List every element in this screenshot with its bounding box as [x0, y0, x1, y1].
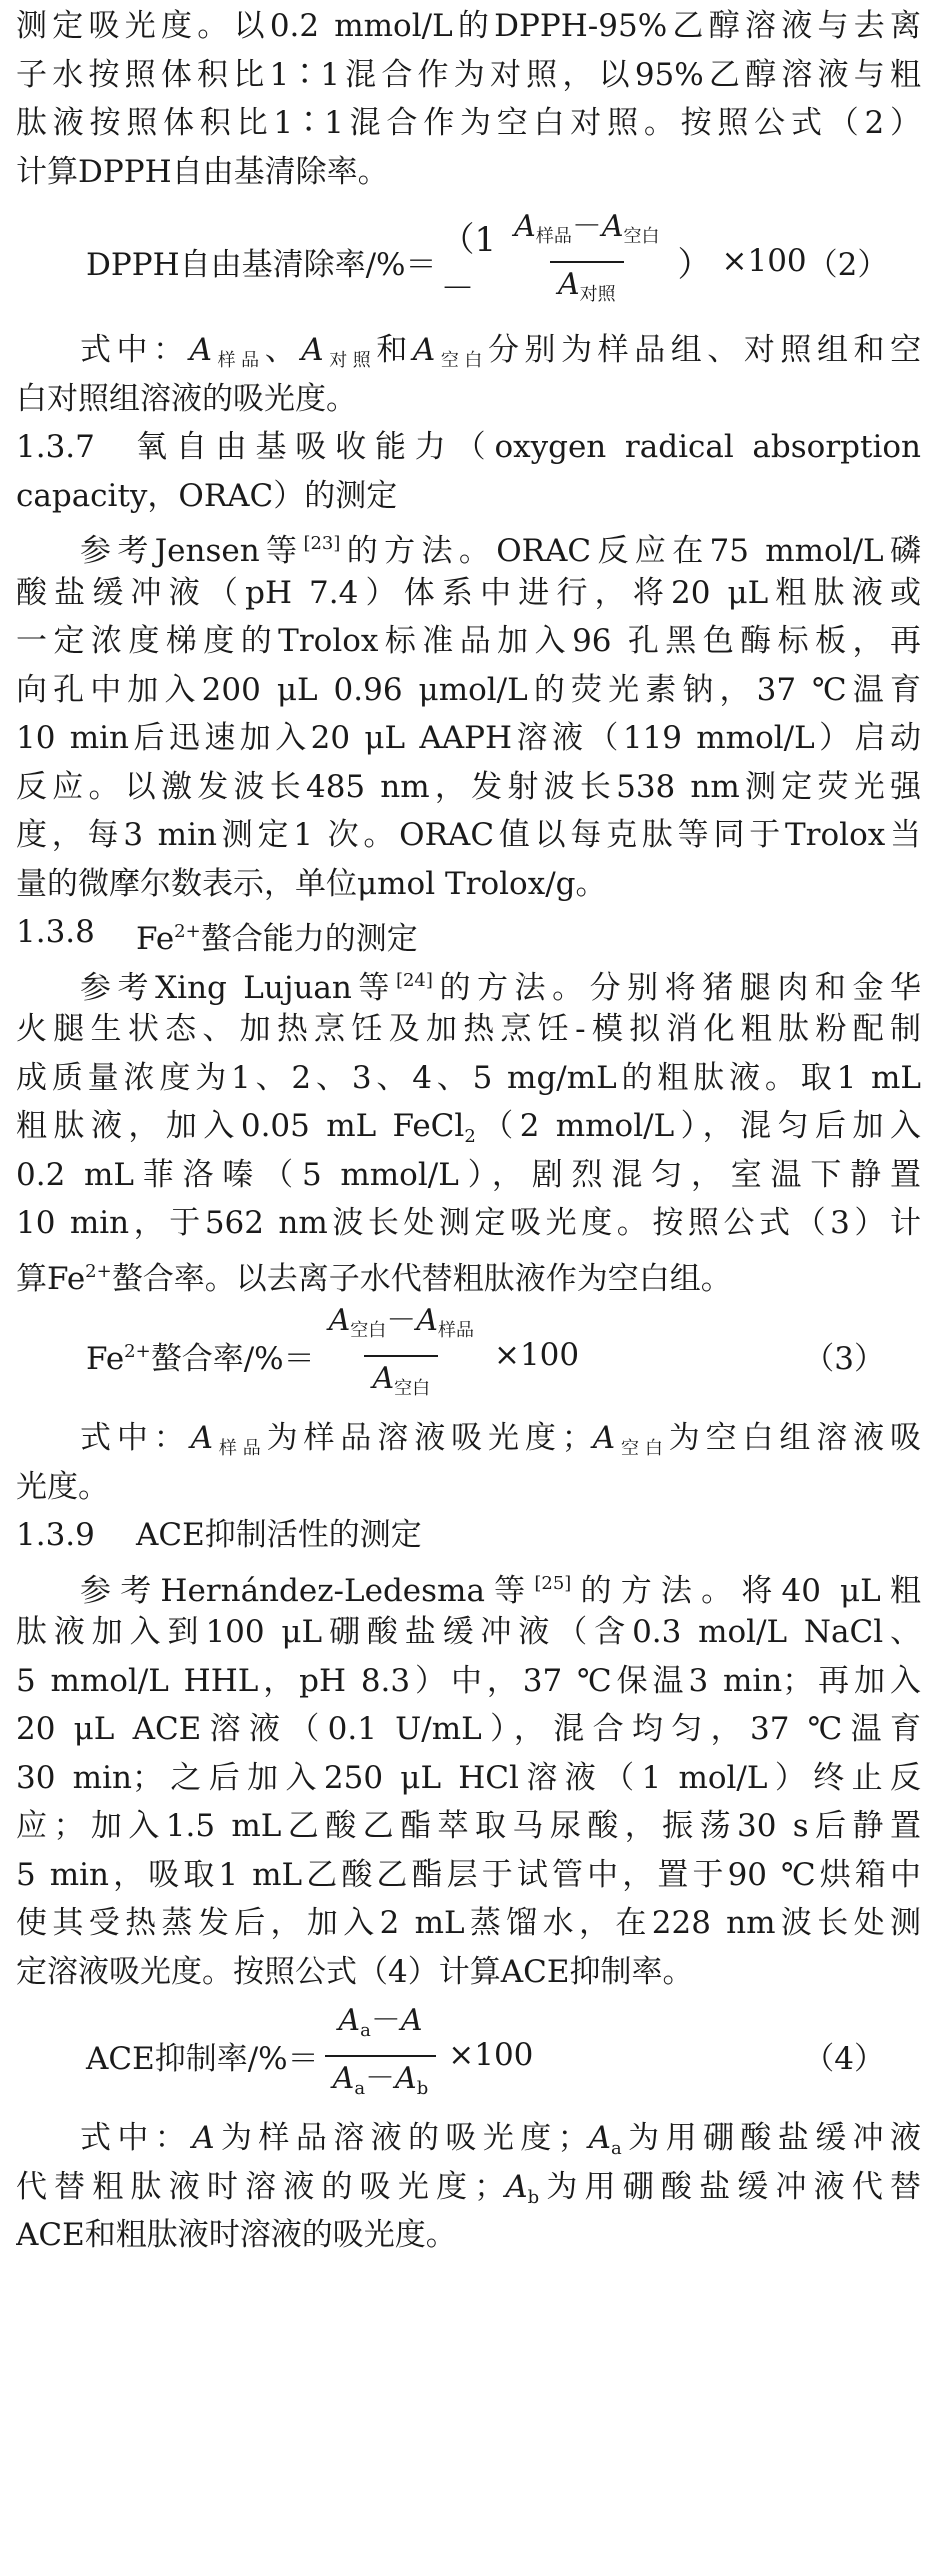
text-line: 参考Xing Lujuan等[24]的方法。分别将猪腿肉和金华	[80, 969, 921, 1005]
text-line: 参考Hernández-Ledesma等[25]的方法。将40 μL粗	[80, 1572, 921, 1608]
text-line: 肽液按照体积比1∶1混合作为空白对照。按照公式（2）	[16, 105, 921, 141]
fraction-numerator: $A_{空白}-A_{样品}$	[328, 1303, 474, 1341]
equation-fraction	[325, 2001, 437, 2109]
equation-number: （3）	[803, 1340, 885, 1377]
text-line: 测定吸光度。以0.2 mmol/L的DPPH-95%乙醇溶液与去离	[16, 8, 921, 44]
text-line: 粗肽液，加入0.05 mL FeCl$_2$（2 mmol/L），混匀后加入	[16, 1108, 921, 1147]
section-title-cont: capacity，ORAC）的测定	[16, 477, 398, 514]
text-line: 30 min；之后加入250 μL HCl溶液（1 mol/L）终止反	[16, 1759, 921, 1796]
citation: [25]	[534, 1572, 572, 1594]
text-line: 定溶液吸光度。按照公式（4）计算ACE抑制率。	[16, 1953, 694, 1990]
text-line: 代替粗肽液时溶液的吸光度；$A_b$为用硼酸盐缓冲液代替	[16, 2168, 921, 2208]
citation: [24]	[395, 969, 433, 991]
text-line: 向孔中加入200 μL 0.96 μmol/L的荧光素钠，37 ℃温育	[16, 671, 921, 708]
equation-paren: ）	[677, 244, 712, 285]
equation-multiplier: ×100	[493, 1337, 580, 1373]
equation-lhs: DPPH自由基清除率/%＝	[86, 246, 437, 283]
text-line: 度，每3 min测定1 次。ORAC值以每克肽等同于Trolox当	[16, 817, 921, 853]
text-line: 10 min，于562 nm波长处测定吸光度。按照公式（3）计	[16, 1205, 921, 1241]
text-line: 5 mmol/L HHL，pH 8.3）中，37 ℃保温3 min；再加入	[16, 1662, 921, 1699]
text-line: 10 min后迅速加入20 μL AAPH溶液（119 mmol/L）启动	[16, 720, 921, 756]
text-line: 火腿生状态、加热烹饪及加热烹饪-模拟消化粗肽粉配制	[16, 1011, 921, 1047]
equation-note: 式中：A为样品溶液的吸光度；$A_a$为用硼酸盐缓冲液	[80, 2120, 921, 2159]
section-title: ACE抑制活性的测定	[136, 1517, 422, 1553]
fraction-numerator: $A_{样品}-A_{空白}$	[514, 209, 660, 247]
fraction-denominator: $A_a-A_b$	[325, 2055, 437, 2109]
equation-multiplier: ×100	[448, 2037, 534, 2073]
section-number: 1.3.7	[16, 429, 95, 465]
text-line: 参考Jensen等[23]的方法。ORAC反应在75 mmol/L磷	[80, 533, 921, 569]
equation-4	[16, 1996, 921, 2114]
equation-number: （4）	[803, 2040, 885, 2077]
equation-number: （2）	[806, 246, 889, 283]
section-number: 1.3.8	[16, 914, 95, 950]
text-line: ACE和粗肽液时溶液的吸光度。	[16, 2217, 457, 2253]
text-line: 成质量浓度为1、2、3、4、5 mg/mL的粗肽液。取1 mL	[16, 1059, 921, 1096]
text-line: 使其受热蒸发后，加入2 mL蒸馏水，在228 nm波长处测	[16, 1905, 921, 1941]
section-heading-1-3-7	[16, 423, 921, 472]
equation-note: 式中：$A_{样品}$、$A_{对照}$和$A_{空白}$分别为样品组、对照组和空	[80, 332, 921, 371]
equation-fraction	[506, 207, 667, 315]
fraction-denominator: $A_{对照}$	[550, 261, 624, 315]
text-line: 5 min，吸取1 mL乙酸乙酯层于试管中，置于90 ℃烘箱中	[16, 1856, 921, 1893]
section-title: $Fe^{2+}$螯合能力的测定	[136, 921, 418, 957]
section-heading-1-3-9	[16, 1511, 921, 1560]
equation-lhs: $Fe^{2+}$螯合率/%＝	[86, 1340, 315, 1377]
equation-paren: （1－	[440, 220, 497, 309]
text-line: 计算DPPH自由基清除率。	[16, 153, 389, 190]
equation-multiplier: ×100	[721, 243, 807, 279]
section-number: 1.3.9	[16, 1517, 95, 1553]
text-line: 反应。以激发波长485 nm，发射波长538 nm测定荧光强	[16, 768, 921, 805]
equation-note: 式中：$A_{样品}$为样品溶液吸光度；$A_{空白}$为空白组溶液吸	[80, 1420, 921, 1459]
equation-lhs: ACE抑制率/%＝	[86, 2040, 319, 2077]
fraction-denominator: $A_{空白}$	[364, 1355, 438, 1409]
equation-fraction	[321, 1301, 482, 1409]
text-line: 量的微摩尔数表示，单位μmol Trolox/g。	[16, 865, 607, 902]
text-line: 白对照组溶液的吸光度。	[16, 380, 357, 417]
text-line: 一定浓度梯度的Trolox标准品加入96 孔黑色酶标板，再	[16, 623, 921, 659]
text-line: 子水按照体积比1∶1混合作为对照，以95%乙醇溶液与粗	[16, 56, 921, 93]
text-line: 算$Fe^{2+}$螯合率。以去离子水代替粗肽液作为空白组。	[16, 1260, 732, 1296]
section-heading-1-3-8	[16, 908, 921, 957]
equation-2	[16, 196, 921, 326]
text-line: 应；加入1.5 mL乙酸乙酯萃取马尿酸，振荡30 s后静置	[16, 1808, 921, 1844]
fraction-numerator: $A_a-A$	[338, 2003, 423, 2041]
text-line: 酸盐缓冲液（pH 7.4）体系中进行，将20 μL粗肽液或	[16, 574, 921, 611]
text-line: 0.2 mL菲洛嗪（5 mmol/L），剧烈混匀，室温下静置	[16, 1156, 921, 1193]
text-line: 肽液加入到100 μL硼酸盐缓冲液（含0.3 mol/L NaCl、	[16, 1614, 921, 1650]
text-line: 20 μL ACE溶液（0.1 U/mL），混合均匀，37 ℃温育	[16, 1711, 921, 1747]
section-title: 氧自由基吸收能力（oxygen radical absorption	[136, 429, 921, 465]
citation: [23]	[303, 533, 341, 554]
equation-3	[16, 1296, 921, 1414]
text-line: 光度。	[16, 1468, 109, 1505]
